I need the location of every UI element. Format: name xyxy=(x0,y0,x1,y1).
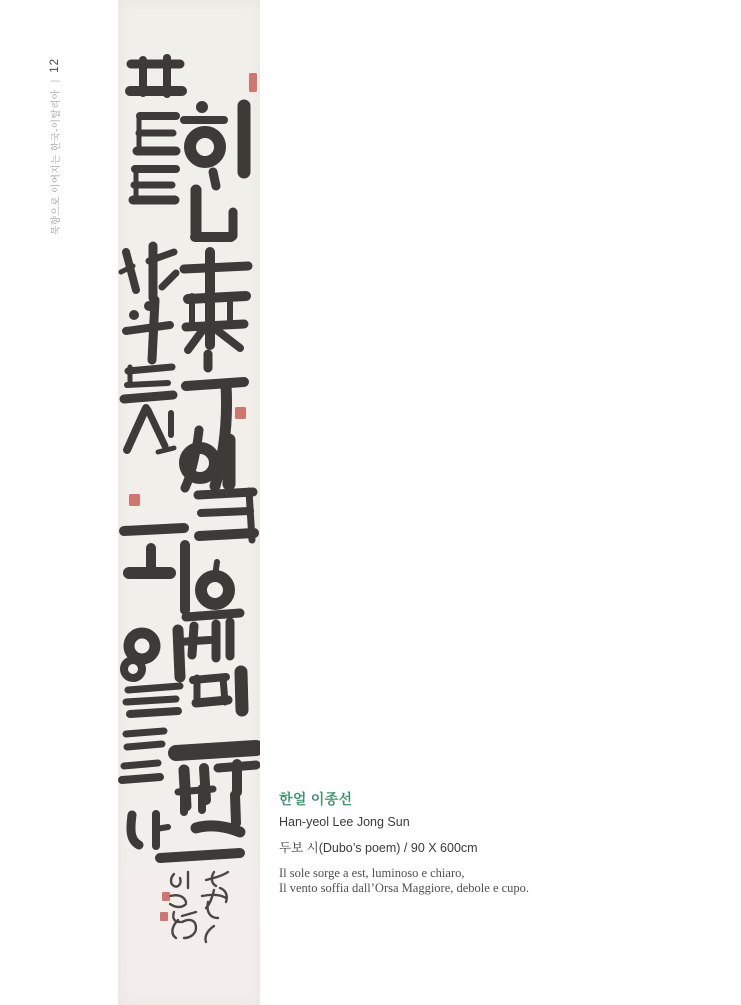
artist-signature xyxy=(170,872,228,942)
artwork-title-and-size: 두보 시(Dubo’s poem) / 90 X 600cm xyxy=(279,841,478,855)
seal-mid-right xyxy=(235,407,246,419)
calligraphy-artwork xyxy=(118,0,260,1005)
artist-name-english: Han-yeol Lee Jong Sun xyxy=(279,815,410,829)
seal-signature-lower xyxy=(160,912,168,921)
calligraphy-ink-image xyxy=(118,0,260,1005)
seal-signature-upper xyxy=(162,892,170,901)
poem-translation-line1: Il sole sorge a est, luminoso e chiaro, xyxy=(279,866,465,880)
sidebar-exhibition-title: 묵향으로 이어지는 한국-이탈리아 xyxy=(51,89,62,235)
seal-top-right xyxy=(249,73,257,92)
page-number: 12 xyxy=(49,58,61,73)
poem-translation-line2: Il vento soffia dall’Orsa Maggiore, debole e cupo. xyxy=(279,880,530,895)
sidebar-separator: | xyxy=(49,79,61,83)
page-edge-caption xyxy=(45,58,65,236)
ink-strokes xyxy=(121,58,256,858)
seal-mid-left xyxy=(129,494,140,506)
artwork-caption xyxy=(279,789,639,895)
artist-name-korean: 한얼 이종선 xyxy=(279,791,353,807)
